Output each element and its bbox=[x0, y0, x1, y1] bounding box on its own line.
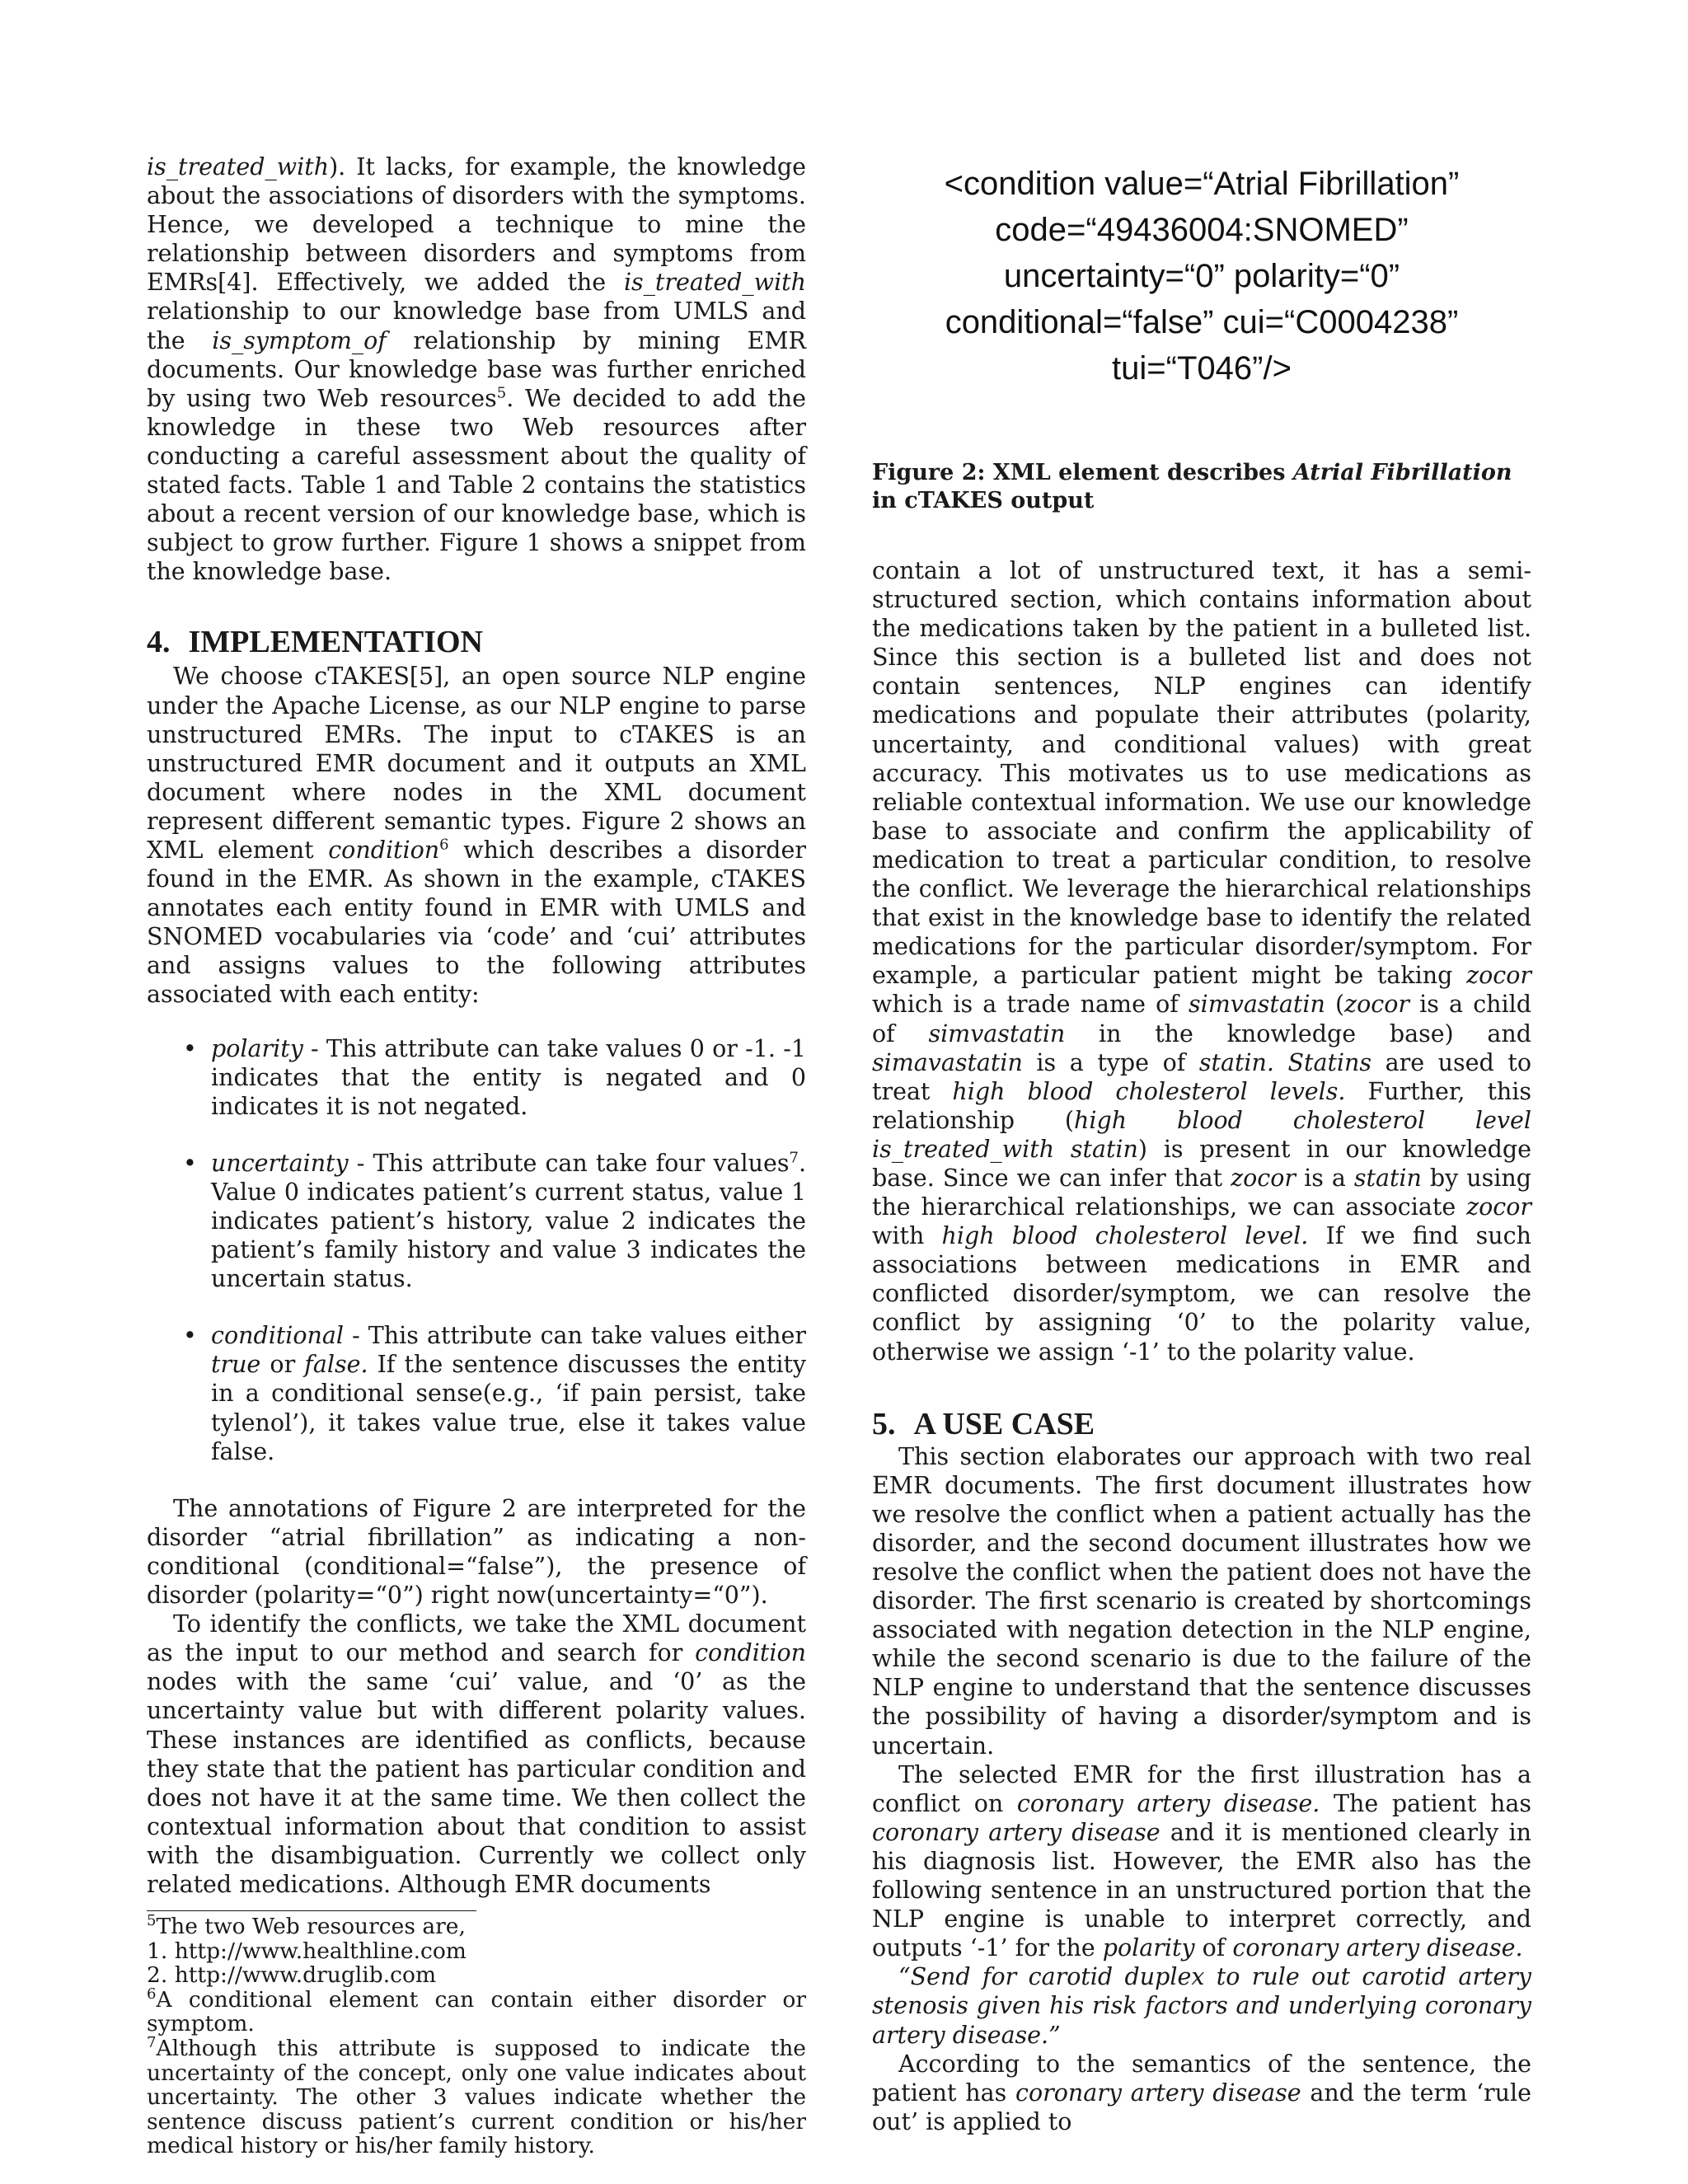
intro-paragraph bbox=[147, 152, 806, 586]
emphasis: is_treated_with bbox=[623, 269, 806, 297]
text-run: If we find such associations between medications in EMR and conflicted disorder/symptom, we can resolve the conflict by assigning ‘0’ to the polarity value, otherwise we assign ‘-1’ to the polarity value. bbox=[872, 1222, 1531, 1366]
text-run: ). It lacks, for example, the knowledge about the associations of disorders with the symptoms. Hence, we developed a technique to mine the relationship between disorders and symptoms from EMRs[4]. Effectively, we added the bbox=[147, 153, 806, 297]
emphasis: statin bbox=[1353, 1164, 1422, 1192]
emphasis: false. bbox=[304, 1351, 368, 1379]
emphasis: coronary artery disease bbox=[1015, 2079, 1301, 2107]
emphasis: true bbox=[211, 1351, 261, 1379]
emphasis: coronary artery disease bbox=[872, 1818, 1160, 1846]
section-4-heading bbox=[147, 626, 806, 658]
list-item-text bbox=[211, 1035, 806, 1120]
emphasis: condition bbox=[695, 1639, 806, 1667]
footnote-rule bbox=[147, 1910, 476, 1911]
xml-element-figure bbox=[872, 152, 1531, 391]
text-run: is a bbox=[1296, 1164, 1354, 1192]
footnote-5-line-1: 1. http://www.healthline.com bbox=[147, 1938, 467, 1964]
text-run: The annotations of Figure 2 are interpreted for the disorder “atrial fibrillation” as indicating a non-conditional (conditional=“false”), the presence of disorder (polarity=“0”) right now(uncertainty=“0”). bbox=[147, 1494, 806, 1610]
emphasis: statin. Statins bbox=[1198, 1048, 1372, 1076]
section-title: A USE CASE bbox=[913, 1406, 1095, 1441]
section-number: 5. bbox=[872, 1406, 896, 1441]
text-run: This section elaborates our approach with two real EMR documents. The first document illustrates how we resolve the conflict when a patient actually has the disorder, and the second document illustrates how we resolve the conflict when the patient does not have the disorder. The first scenario is created by shortcomings associated with negation detection in the NLP engine, while the second scenario is due to the failure of the NLP engine to understand that the sentence discusses the possibility of having a disorder/symptom and is uncertain. bbox=[872, 1442, 1531, 1760]
text-run: which is a trade name of bbox=[872, 991, 1189, 1019]
emphasis: high blood cholesterol level is_treated_with statin bbox=[872, 1106, 1531, 1163]
attribute-list bbox=[147, 1034, 806, 1466]
text-run: with bbox=[872, 1222, 942, 1250]
text-run: nodes with the same ‘cui’ value, and ‘0’ as the uncertainty value but with different polarity values. These instances are identified as conflicts, because they state that the patient has particular condition and does not have it at the same time. We then collect the contextual information about that condition to assist with the disambiguation. Currently we collect only related medications. Although EMR documents bbox=[147, 1668, 806, 1898]
emphasis: zocor bbox=[1466, 962, 1531, 990]
figure-line: tui=“T046”/> bbox=[1112, 350, 1292, 387]
footnote-5: $^5$The two Web resources are, bbox=[147, 1912, 466, 1940]
quoted-sentence: “Send for carotid duplex to rule out carotid artery stenosis given his risk factors and underlying coronary artery disease.” bbox=[872, 1963, 1531, 2049]
list-item bbox=[147, 1321, 806, 1465]
footnote-5-line-2: 2. http://www.druglib.com bbox=[147, 1962, 437, 1989]
section-5-heading bbox=[872, 1408, 1531, 1441]
emphasis: zocor bbox=[1466, 1193, 1531, 1221]
implementation-paragraph bbox=[147, 662, 806, 1009]
left-column bbox=[147, 152, 806, 2158]
footnote-7: $^7$Although this attribute is supposed to indicate the uncertainty of the concept, only one value indicates about uncertainty. The other 3 values indicate whether the sentence discuss patient’s current condition or his/her medical history or his/her family history. bbox=[147, 2034, 806, 2159]
text-run: and the term ‘rule out’ is applied to bbox=[872, 2079, 1531, 2135]
bullet-icon: • bbox=[183, 1322, 197, 1350]
text-run: According to the semantics of the sentence, the patient has bbox=[872, 2050, 1531, 2107]
text-run: Figure 2: XML element describes bbox=[872, 460, 1293, 485]
text-run: We choose cTAKES[5], an open source NLP engine under the Apache License, as our NLP engine to parse unstructured EMRs. The input to cTAKES is an unstructured EMR document and it outputs an XML document where nodes in the XML document represent different semantic types. Figure 2 shows an XML element bbox=[147, 663, 806, 864]
emphasis: simvastatin bbox=[928, 1019, 1066, 1047]
text-run: which describes a disorder found in the EMR. As shown in the example, cTAKES annotates each entity found in EMR with UMLS and SNOMED vocabularies via ‘code’ and ‘cui’ attributes and assigns values to the following attributes associated with each entity: bbox=[147, 836, 806, 1009]
text-run: or bbox=[260, 1351, 305, 1379]
text-run: of bbox=[1194, 1934, 1233, 1962]
text-run: . Value 0 indicates patient’s current status, value 1 indicates patient’s history, value 2 indicates the patient’s family history and value 3 indicates the uncertain status. bbox=[211, 1149, 806, 1293]
emphasis: coronary artery disease. bbox=[1232, 1934, 1523, 1962]
bullet-icon: • bbox=[183, 1034, 197, 1062]
figure-line: <condition value=“Atrial Fibrillation” bbox=[944, 166, 1460, 202]
emphasis: is_symptom_of bbox=[212, 326, 387, 354]
footnotes bbox=[147, 1910, 806, 2158]
emphasis: is_treated_with bbox=[147, 153, 330, 180]
use-case-paragraph-3 bbox=[872, 2050, 1531, 2136]
text-run: - This attribute can take values either bbox=[344, 1322, 806, 1350]
figure-caption bbox=[872, 459, 1531, 515]
text-run: is a type of bbox=[1022, 1048, 1199, 1076]
text-run: and it is mentioned clearly in his diagnosis list. However, the EMR also has the following sentence in an unstructured portion that the NLP engine is unable to interpret correctly, and outputs ‘-1’ for the bbox=[872, 1818, 1531, 1962]
text-run: - This attribute can take four values bbox=[348, 1149, 790, 1177]
figure-2 bbox=[872, 152, 1531, 466]
text-run: The selected EMR for the first illustration has a conflict on bbox=[872, 1760, 1531, 1817]
section-title: IMPLEMENTATION bbox=[188, 625, 483, 660]
text-run: are used to treat bbox=[872, 1048, 1531, 1105]
text-run: relationship by mining EMR documents. Our knowledge base was further enriched by using two Web resources bbox=[147, 326, 806, 412]
emphasis: high blood cholesterol level. bbox=[941, 1222, 1309, 1250]
emphasis: simavastatin bbox=[872, 1048, 1023, 1076]
annotation-paragraph bbox=[147, 1494, 806, 1610]
list-item bbox=[147, 1034, 806, 1121]
footnote-mark: 6 bbox=[439, 836, 449, 854]
text-run: To identify the conflicts, we take the XML document as the input to our method and search for bbox=[147, 1610, 806, 1667]
footnote-6: $^6$A conditional element can contain either disorder or symptom. bbox=[147, 1985, 806, 2037]
emphasis: Atrial Fibrillation bbox=[1292, 460, 1512, 485]
use-case-paragraph-2 bbox=[872, 1760, 1531, 1963]
emphasis: high blood cholesterol levels. bbox=[952, 1077, 1346, 1105]
text-run: by using the hierarchical relationships, we can associate bbox=[872, 1164, 1531, 1221]
section-number: 4. bbox=[147, 625, 171, 660]
text-run: Further, this relationship ( bbox=[872, 1077, 1532, 1134]
footnote-mark: 7 bbox=[789, 1149, 799, 1167]
figure-line: conditional=“false” cui=“C0004238” bbox=[945, 304, 1459, 340]
emphasis: coronary artery disease. bbox=[1016, 1789, 1320, 1817]
text-run: relationship to our knowledge base from UMLS and the bbox=[147, 298, 806, 354]
emphasis: condition bbox=[328, 836, 440, 864]
text-run: ) is present in our knowledge base. Since we can infer that bbox=[872, 1135, 1532, 1192]
list-item bbox=[147, 1149, 806, 1293]
use-case-paragraph-1 bbox=[872, 1442, 1531, 1760]
list-item-text bbox=[211, 1322, 806, 1465]
text-run: ( bbox=[1325, 991, 1345, 1019]
figure-line: uncertainty=“0” polarity=“0” bbox=[1003, 258, 1400, 294]
emphasis: simvastatin bbox=[1188, 991, 1325, 1019]
medication-paragraph bbox=[872, 556, 1531, 1366]
text-run: If the sentence discusses the entity in a conditional sense(e.g., ‘if pain persist, take tylenol’), it takes value true, else it takes value false. bbox=[211, 1351, 806, 1465]
emphasis: zocor bbox=[1344, 991, 1410, 1019]
emphasis: conditional bbox=[211, 1322, 345, 1350]
text-run: - This attribute can take values 0 or -1. -1 indicates that the entity is negated and 0 indicates it is not negated. bbox=[211, 1034, 806, 1120]
text-run: contain a lot of unstructured text, it has a semi-structured section, which contains information about the medications taken by the patient in a bulleted list. Since this section is a bulleted list and does not contain sentences, NLP engines can identify medications and populate their attributes (polarity, uncertainty, and conditional values) with great accuracy. This motivates us to use medications as reliable contextual information. We use our knowledge base to associate and confirm the applicability of medication to treat a particular condition, to resolve the conflict. We leverage the hierarchical relationships that exist in the knowledge base to identify the related medications for the particular disorder/symptom. For example, a particular patient might be taking bbox=[872, 557, 1531, 990]
footnote-mark: 5 bbox=[496, 384, 507, 402]
figure-line: code=“49436004:SNOMED” bbox=[995, 212, 1409, 248]
text-run: . We decided to add the knowledge in these two Web resources after conducting a careful assessment about the quality of stated facts. Table 1 and Table 2 contains the statistics about a recent version of our knowledge base, which is subject to grow further. Figure 1 shows a snippet from the knowledge base. bbox=[147, 384, 807, 586]
right-column bbox=[872, 152, 1531, 2136]
text-run: in the knowledge base) and bbox=[1065, 1019, 1531, 1047]
emphasis: polarity bbox=[1102, 1934, 1195, 1962]
text-run: is a child of bbox=[872, 991, 1531, 1047]
text-run: in cTAKES output bbox=[872, 488, 1095, 513]
text-run: The patient has bbox=[1320, 1789, 1531, 1817]
conflict-paragraph bbox=[147, 1610, 806, 1899]
bullet-icon: • bbox=[183, 1149, 197, 1177]
list-item-text bbox=[211, 1150, 806, 1292]
emphasis: polarity bbox=[211, 1034, 303, 1062]
emphasis: uncertainty bbox=[211, 1149, 349, 1177]
emphasis: zocor bbox=[1231, 1164, 1296, 1192]
